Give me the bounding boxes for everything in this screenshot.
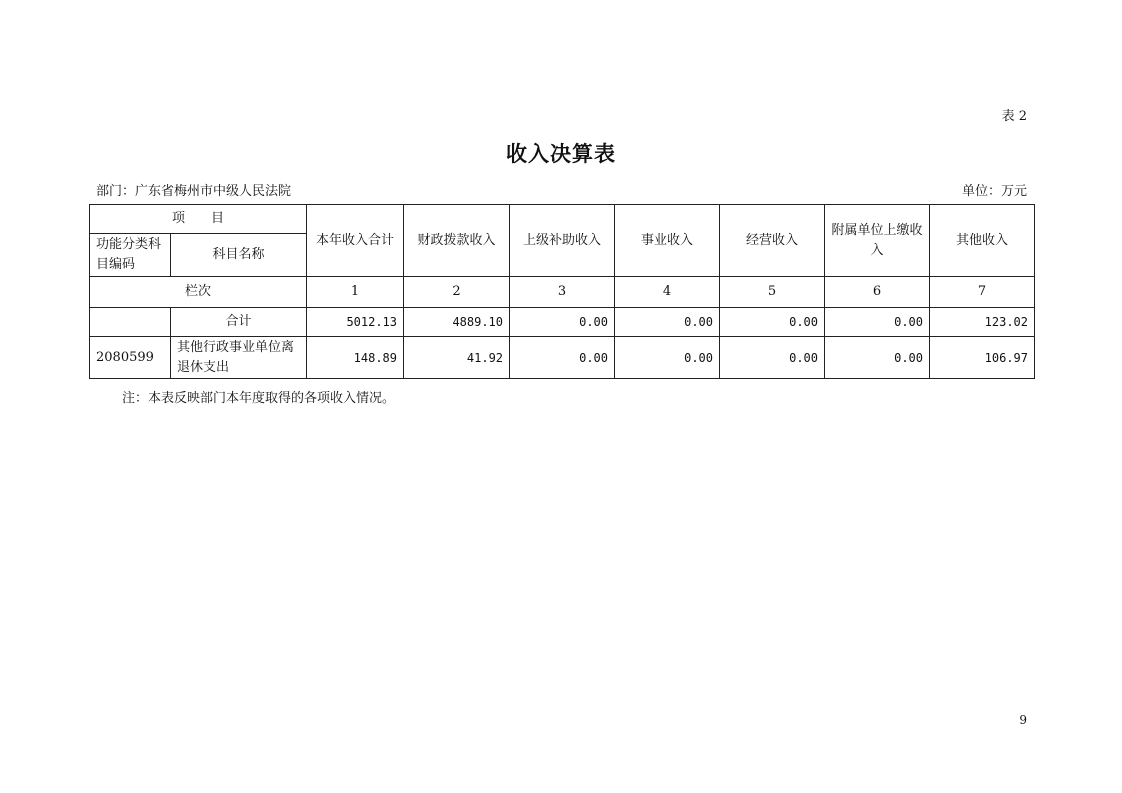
column-header-total: 本年收入合计 [307, 205, 404, 277]
cell-affiliated-income: 0.00 [825, 337, 930, 379]
cell-other-income: 106.97 [930, 337, 1035, 379]
cell-affiliated-income: 0.00 [825, 308, 930, 337]
column-header-business: 事业收入 [615, 205, 720, 277]
cell-fiscal-income: 4889.10 [404, 308, 510, 337]
column-number: 5 [720, 277, 825, 308]
row-name: 其他行政事业单位离退休支出 [171, 337, 307, 379]
row-name: 合计 [171, 308, 307, 337]
column-header-superior-subsidy: 上级补助收入 [510, 205, 615, 277]
cell-total-income: 148.89 [307, 337, 404, 379]
column-number: 1 [307, 277, 404, 308]
subject-name-header: 科目名称 [171, 234, 307, 277]
cell-superior-subsidy: 0.00 [510, 308, 615, 337]
cell-business-income: 0.00 [615, 337, 720, 379]
column-number: 6 [825, 277, 930, 308]
column-header-fiscal: 财政拨款收入 [404, 205, 510, 277]
row-code: 2080599 [90, 337, 171, 379]
table-row-total [90, 308, 1035, 337]
func-code-header: 功能分类科目编码 [90, 234, 171, 277]
column-number: 2 [404, 277, 510, 308]
column-number: 7 [930, 277, 1035, 308]
cell-superior-subsidy: 0.00 [510, 337, 615, 379]
row-code [90, 308, 171, 337]
column-header-operating: 经营收入 [720, 205, 825, 277]
unit-label: 单位：万元 [961, 184, 1027, 199]
page-title: 收入决算表 [506, 142, 616, 166]
income-statement-table [89, 204, 1035, 379]
page-number: 9 [1019, 713, 1027, 727]
cell-total-income: 5012.13 [307, 308, 404, 337]
cell-fiscal-income: 41.92 [404, 337, 510, 379]
department-label: 部门：广东省梅州市中级人民法院 [96, 184, 292, 199]
cell-business-income: 0.00 [615, 308, 720, 337]
row-index-label: 栏次 [90, 277, 307, 308]
column-number: 4 [615, 277, 720, 308]
table-row [90, 337, 1035, 379]
column-header-other: 其他收入 [930, 205, 1035, 277]
column-number: 3 [510, 277, 615, 308]
cell-operating-income: 0.00 [720, 337, 825, 379]
cell-other-income: 123.02 [930, 308, 1035, 337]
cell-operating-income: 0.00 [720, 308, 825, 337]
item-header: 项 目 [90, 205, 307, 234]
column-header-affiliated: 附属单位上缴收入 [825, 205, 930, 277]
table-number-label: 表 2 [1001, 109, 1027, 124]
footnote: 注：本表反映部门本年度取得的各项收入情况。 [122, 391, 396, 406]
